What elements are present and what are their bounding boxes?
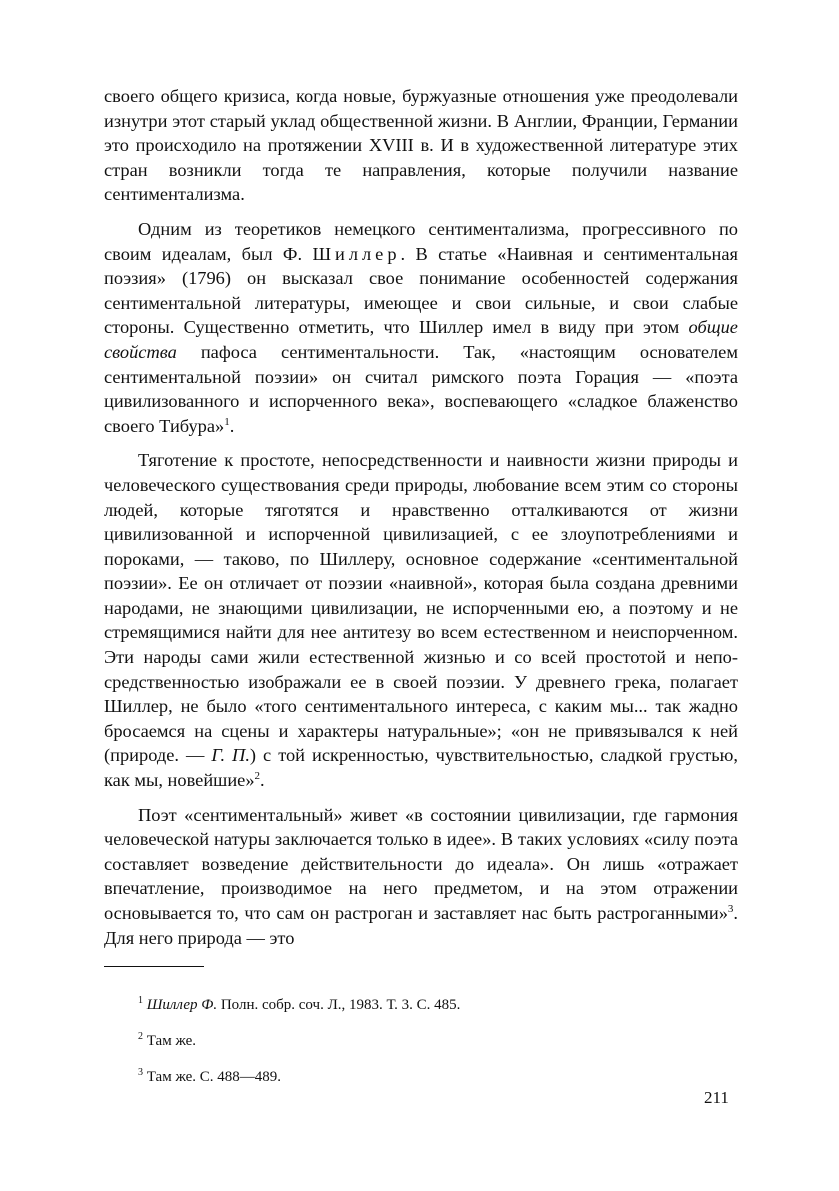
footnote-3-text: Там же. С. 488—489. (146, 1069, 282, 1085)
paragraph-4-text-a: Поэт «сентиментальный» живет «в состоянии цивилизации, где гармония человеческой натуры заключается только в идее». В таких условиях «силу поэта составляет возведение действительности до идеала». Он лишь «отражает впечатление, производимое на него предметом, и на этом отражении основывается то, что сам он растроган и заставляет нас быть растроганными» (104, 804, 738, 923)
paragraph-2-text-b: . В статье «Наивная и сентиментальная поэзия» (1796) он высказал свое понимание особенностей содержания сентиментальной литературы, имеющее и свои сильные, и свои слабые стороны. Существенно отметить, что Шиллер имел в виду при этом (104, 243, 738, 338)
footnote-3 (138, 1068, 738, 1086)
emphasis-general-properties: общие свойства (104, 317, 738, 362)
paragraph-1 (104, 84, 738, 207)
paragraph-1-text: своего общего кризиса, когда новые, буржуазные отношения уже преодолевали изнутри этот старый уклад общественной жизни. В Англии, Франции, Германии это происходило на протяжении XVIII в. И в художественной литературе этих стран возникли тогда те направления, которые получили название сентиментализма. (104, 86, 738, 205)
paragraph-4 (104, 803, 738, 951)
author-initials: Г. П. (211, 745, 250, 766)
paragraph-4-text-b: . Для него природа — это (104, 903, 738, 948)
footnote-1 (138, 996, 738, 1014)
footnote-ref-2[interactable]: 2 (254, 769, 261, 782)
paragraph-2: Одним из теоретиков немецкого сентиментализма, прогрессивного по своим идеалам, был Ф. Шиллер. В статье «Наивная и сентиментальная поэзия» (1796) он высказал свое понимание особенностей содержания сентиментальной литературы, имеющее и свои сильные, и свои слабые стороны. Существенно отметить, что Шиллер имел в виду при этом общие свойства пафоса сентиментальности. Так, «настоящим основателем сентиментальной поэзии» он считал римского поэта Горация — «поэта цивилизованного и испорченного века», воспевающего «сладкое блаженство своего Тибура»$^1$. (104, 218, 738, 436)
footnote-divider (104, 966, 204, 967)
footnote-1-number: 1 (138, 995, 143, 1006)
footnote-ref-3[interactable]: 3 (727, 902, 734, 915)
footnote-ref-1[interactable]: 1 (224, 415, 230, 428)
footnote-2-number: 2 (138, 1031, 143, 1042)
paragraph-3-text-a: Тяготение к простоте, непосредственности и наивности жизни природы и человеческого существования среди природы, любование всем этим со стороны людей, которые тяготятся и нравственно отталкиваются от жизни цивилизованной и испорченной цивилизацией, с ее злоупотреблениями и пороками, — таково, по Шиллеру, основное содержание «сентиментальной поэзии». Ее он отличает от поэзии «наивной», которая была создана древними народами, не знающими цивилизации, не испорченными ею, а поэтому и не стремящимися найти для нее антитезу во всем естественном и неиспорченном. Эти народы сами жили естественной жизнью и со всей простотой и непосредственностью изображали ее в своей поэзии. У древнего грека, полагает Шиллер, не было «того сентиментального интереса, с каким мы... так жадно бросаемся на сцены и характеры натуральные»; «он не привязывался к ней (природе. — (104, 450, 738, 766)
footnote-1-text: Полн. собр. соч. Л., 1983. Т. 3. С. 485. (220, 997, 461, 1013)
footnotes (138, 996, 738, 1104)
paragraph-2-text-a: Одним из теоретиков немецкого сентиментализма, прогрессивного по своим идеалам, был Ф. (104, 218, 738, 264)
page-body (104, 84, 738, 960)
paragraph-3: Тяготение к простоте, непосредственности и наивности жизни природы и человеческого существования среди природы, любование всем этим со стороны людей, которые тяготятся и нравственно отталкиваются от жизни цивилизованной и испорченной цивилизацией, с ее злоупотреблениями и пороками, — таково, по Шиллеру, основное содержание «сентиментальной поэзии». Ее он отличает от поэзии «наивной», которая была создана древними народами, не знающими цивилизации, не испорченными ею, а поэтому и не стремящимися найти для нее антитезу во всем естественном и неиспорченном. Эти народы сами жили естественной жизнью и со всей простотой и непосредственностью изображали ее в своей поэзии. У древнего грека, полагает Шиллер, не было «того сентиментального интереса, с каким мы... так жадно бросаемся на сцены и характеры натуральные»; «он не привязывался к ней (природе. — Г. П.) с той искренностью, чувствительностью, сладкой грустью, как мы, новейшие»$^2$. (104, 450, 738, 791)
page-number: 211 (704, 1088, 729, 1107)
schiller-name-spaced: Шиллер (312, 243, 401, 264)
footnote-2 (138, 1032, 738, 1050)
paragraph-3-text-b: ) с той искренностью, чувствительностью, сладкой грустью, как мы, новейшие» (104, 745, 738, 791)
footnote-1-author: Шиллер Ф. (146, 997, 218, 1013)
paragraph-2-text-c: пафоса сентиментальности. Так, «настоящим основателем сентиментальной поэзии» он считал римского поэта Горация — «поэта цивилизованного и испорченного века», воспевающего «сладкое блаженство своего Тибура» (104, 341, 738, 436)
footnote-3-number: 3 (138, 1067, 143, 1078)
footnote-2-text: Там же. (146, 1033, 197, 1049)
